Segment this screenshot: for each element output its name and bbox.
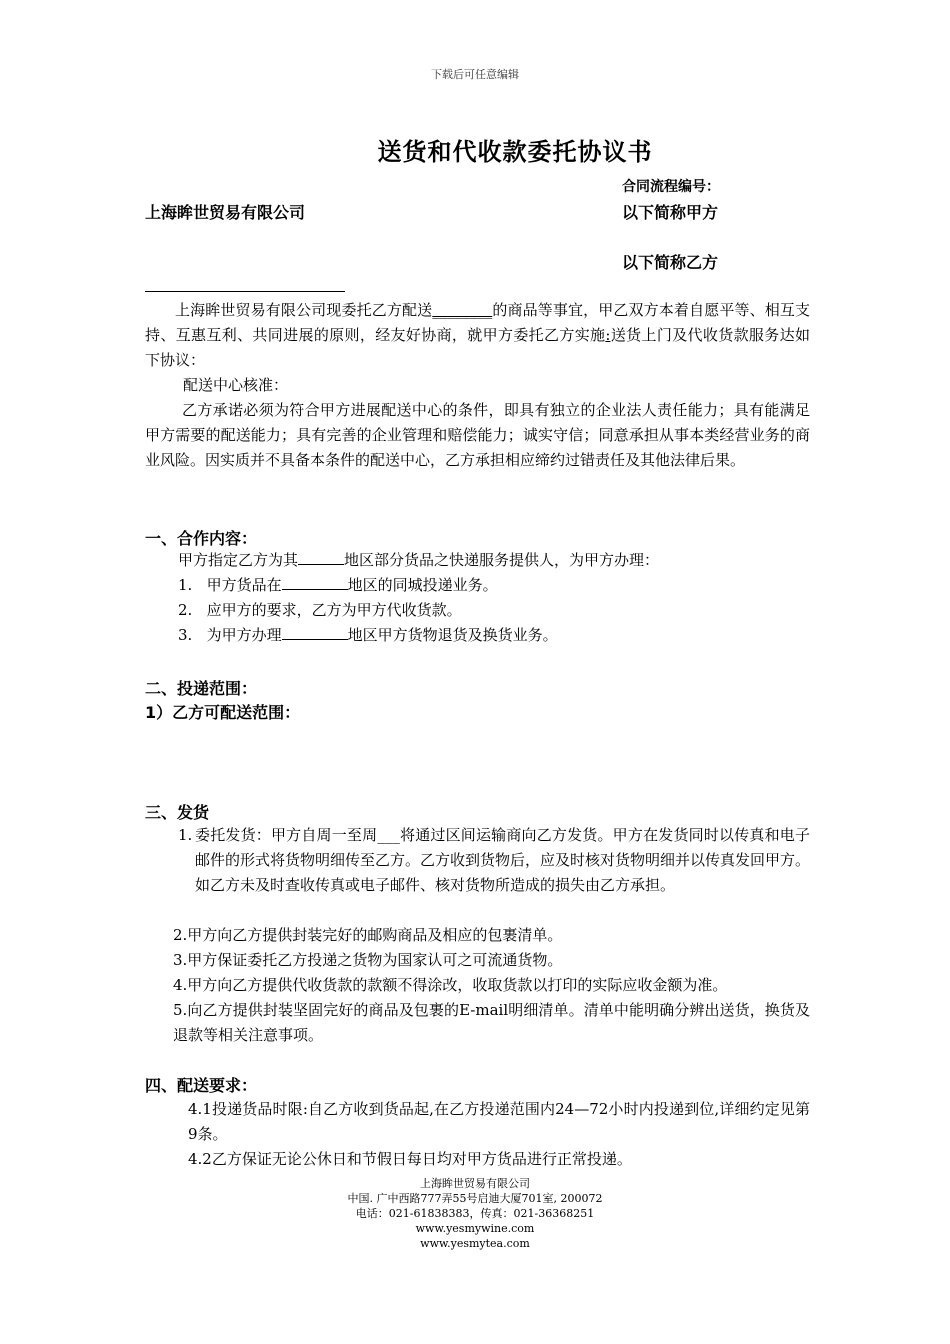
party-a-alias: 以下简称甲方 [622, 203, 719, 222]
party-b-underline [145, 291, 345, 292]
center-approval-label: 配送中心核准： [183, 376, 289, 394]
section3-item-1: 委托发货：甲方自周一至周___将通过区间运输商向乙方发货。甲方在发货同时以传真和电子邮件的形式将货物明细传至乙方。乙方收到货物后，应及时核对货物明细并以传真发回甲方。如乙方未及时查收传真或电子邮件、核对货物所造成的损失由乙方承担。 [195, 826, 811, 894]
party-b-alias: 以下简称乙方 [622, 253, 719, 272]
section4-item-1: 4.1投递货品时限:自乙方收到货品起,在乙方投递范围内24—72小时内投递到位,详细约定见第9条。 [188, 1100, 810, 1143]
document-title: 送货和代收款委托协议书 [377, 138, 653, 166]
download-note: 下载后可任意编辑 [431, 68, 519, 81]
footer-address: 中国. 广中西路777弄55号启迪大厦701室, 200072 [347, 1192, 603, 1205]
section3-item-3: 3.甲方保证委托乙方投递之货物为国家认可之可流通货物。 [173, 951, 563, 969]
section3-item-5: 5.向乙方提供封装坚固完好的商品及包裹的E-mail明细清单。清单中能明确分辨出送货，换货及退款等相关注意事项。 [173, 1001, 810, 1044]
section4-heading: 四、配送要求： [145, 1076, 258, 1095]
section3-item-2: 2.甲方向乙方提供封装完好的邮购商品及相应的包裹清单。 [173, 926, 563, 944]
section2-subheading: 1）乙方可配送范围： [145, 703, 301, 722]
footer-website-tea: www.yesmytea.com [420, 1237, 530, 1250]
section3-heading: 三、发货 [145, 803, 210, 822]
section1-item-3: 3. 为甲方办理 地区甲方货物退货及换货业务。 [178, 623, 558, 648]
footer-phone: 电话：021-61838383，传真：021-36368251 [355, 1207, 595, 1220]
section2-heading: 二、投递范围： [145, 679, 258, 698]
section3-item-4: 4.甲方向乙方提供代收货款的款额不得涂改，收取货款以打印的实际应收金额为准。 [173, 976, 728, 994]
section1-intro: 甲方指定乙方为其 地区部分货品之快递服务提供人，为甲方办理： [178, 548, 659, 573]
section3-item-1-num: 1. [178, 826, 193, 844]
center-approval-text: 乙方承诺必须为符合甲方进展配送中心的条件，即具有独立的企业法人责任能力；具有能满足甲方需要的配送能力；具有完善的企业管理和赔偿能力；诚实守信；同意承担从事本类经营业务的商业风险。因实质并不具备本条件的配送中心，乙方承担相应缔约过错责任及其他法律后果。 [145, 401, 810, 469]
section1-item-1: 1. 甲方货品在 地区的同城投递业务。 [178, 573, 498, 598]
section4-item-2: 4.2乙方保证无论公休日和节假日每日均对甲方货品进行正常投递。 [188, 1150, 632, 1168]
intro-paragraph: 上海眸世贸易有限公司现委托乙方配送________的商品等事宜，甲乙双方本着自愿平等、相互支持、互惠互利、共同进展的原则，经友好协商，就甲方委托乙方实施:送货上门及代收货款服务达如下协议： [145, 301, 810, 369]
section1-item-2: 2. 应甲方的要求，乙方为甲方代收货款。 [178, 601, 462, 619]
footer-company: 上海眸世贸易有限公司 [420, 1177, 530, 1190]
contract-number-label: 合同流程编号： [622, 179, 720, 195]
footer-website-wine: www.yesmywine.com [415, 1222, 535, 1235]
section1-heading: 一、合作内容： [145, 529, 258, 548]
party-a-name: 上海眸世贸易有限公司 [145, 203, 306, 222]
